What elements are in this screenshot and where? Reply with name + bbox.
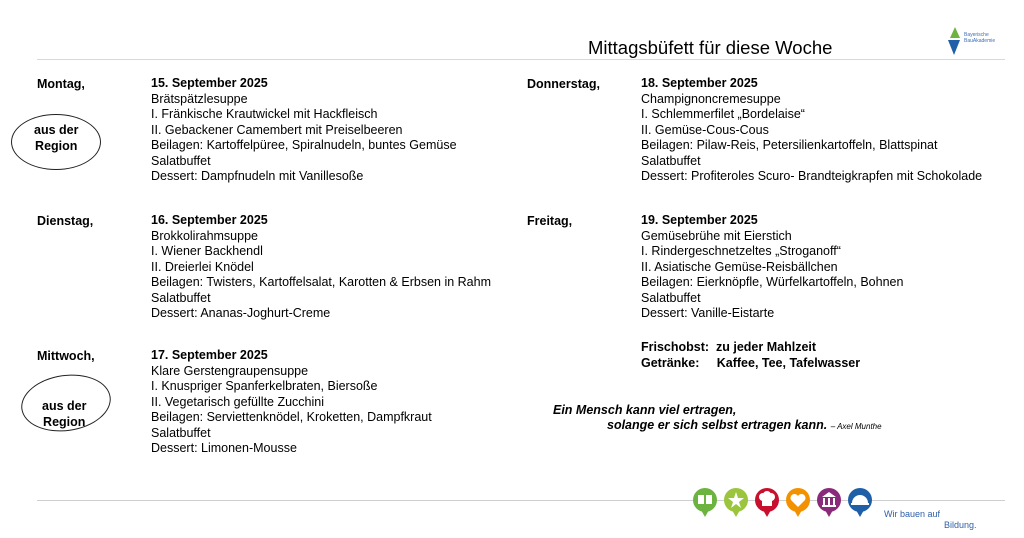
menu-dessert: Dessert: Dampfnudeln mit Vanillesoße [151, 169, 364, 183]
day-label-friday: Freitag, [527, 214, 573, 228]
quote-author: – Axel Munthe [830, 422, 882, 431]
menu-date: 17. September 2025 [151, 348, 268, 362]
menu-soup: Brätspätzlesuppe [151, 91, 248, 106]
menu-soup: Champignoncremesuppe [641, 91, 781, 106]
menu-block-wednesday [151, 348, 432, 457]
logo-text-line1: Bayerische [964, 32, 989, 38]
bauakademie-logo [946, 26, 1006, 58]
menu-block-friday [641, 213, 903, 322]
logo-text-line2: BauAkademie [964, 38, 996, 44]
menu-dish-1: I. Rindergeschnetzeltes „Stroganoff“ [641, 244, 841, 258]
logo-triangle-icon [946, 26, 964, 58]
menu-date: 18. September 2025 [641, 76, 758, 90]
region-label-wednesday: aus der Region [42, 399, 87, 429]
menu-salad: Salatbuffet [151, 425, 211, 440]
region-label-monday: aus der Region [34, 123, 79, 153]
building-bubble-icon [817, 488, 841, 517]
chef-hat-bubble-icon [755, 488, 779, 517]
menu-block-tuesday [151, 213, 491, 322]
menu-sides: Beilagen: Kartoffelpüree, Spiralnudeln, buntes Gemüse [151, 138, 457, 152]
extras-block [641, 340, 860, 371]
menu-block-thursday [641, 76, 982, 185]
menu-dish-1: I. Fränkische Krautwickel mit Hackfleisch [151, 107, 378, 121]
day-label-tuesday: Dienstag, [37, 214, 94, 228]
menu-soup: Brokkolirahmsuppe [151, 228, 258, 243]
menu-salad: Salatbuffet [151, 290, 211, 305]
menu-sides: Beilagen: Twisters, Kartoffelsalat, Karotten & Erbsen in Rahm [151, 275, 491, 289]
menu-date: 16. September 2025 [151, 213, 268, 227]
fruit-value: zu jeder Mahlzeit [716, 340, 817, 354]
menu-soup: Klare Gerstengraupensuppe [151, 363, 309, 378]
day-label-thursday: Donnerstag, [527, 77, 600, 91]
menu-block-monday [151, 76, 457, 185]
menu-dessert: Dessert: Profiteroles Scuro- Brandteigkrapfen mit Schokolade [641, 169, 983, 183]
menu-dish-1: I. Schlemmerfilet „Bordelaise“ [641, 107, 805, 121]
day-label-monday: Montag, [37, 77, 85, 91]
slogan [884, 509, 977, 531]
menu-dish-2: II. Gemüse-Cous-Cous [641, 122, 769, 137]
day-label-wednesday: Mittwoch, [37, 349, 95, 363]
footer-icons [690, 486, 890, 522]
helmet-bubble-icon [848, 488, 872, 517]
quote-line-1: Ein Mensch kann viel ertragen, [553, 403, 737, 417]
slogan-line-1: Wir bauen auf [884, 509, 941, 519]
menu-salad: Salatbuffet [641, 153, 701, 168]
menu-date: 15. September 2025 [151, 76, 268, 90]
menu-dish-2: II. Dreierlei Knödel [151, 259, 254, 274]
quote-text: solange er sich selbst ertragen kann. [607, 418, 828, 432]
menu-salad: Salatbuffet [641, 290, 701, 305]
menu-dessert: Dessert: Vanille-Eistarte [641, 306, 775, 320]
drinks-value: Kaffee, Tee, Tafelwasser [716, 355, 861, 370]
menu-dish-1: I. Wiener Backhendl [151, 244, 263, 258]
book-bubble-icon [693, 488, 717, 517]
fruit-label: Frischobst: [641, 340, 710, 354]
menu-dish-2: II. Gebackener Camembert mit Preiselbeeren [151, 122, 403, 137]
menu-dish-2: II. Vegetarisch gefüllte Zucchini [151, 394, 325, 409]
menu-sides: Beilagen: Serviettenknödel, Kroketten, Dampfkraut [151, 410, 432, 424]
drinks-label: Getränke: [641, 355, 700, 370]
menu-salad: Salatbuffet [151, 153, 211, 168]
menu-date: 19. September 2025 [641, 213, 758, 227]
header-divider [37, 59, 1005, 60]
menu-dessert: Dessert: Limonen-Mousse [151, 441, 297, 455]
menu-sides: Beilagen: Eierknöpfle, Würfelkartoffeln, Bohnen [641, 275, 904, 289]
heart-bubble-icon [786, 488, 810, 517]
menu-dish-2: II. Asiatische Gemüse-Reisbällchen [641, 259, 838, 274]
star-bubble-icon [724, 488, 748, 517]
fruit-row [641, 340, 860, 356]
menu-sides: Beilagen: Pilaw-Reis, Petersilienkartoffeln, Blattspinat [641, 138, 938, 152]
menu-dish-1: I. Knuspriger Spanferkelbraten, Biersoße [151, 379, 378, 393]
drinks-row [641, 356, 860, 372]
menu-soup: Gemüsebrühe mit Eierstich [641, 228, 792, 243]
slogan-line-2: Bildung. [944, 520, 977, 530]
page-title: Mittagsbüfett für diese Woche [588, 37, 833, 58]
menu-dessert: Dessert: Ananas-Joghurt-Creme [151, 306, 331, 320]
quote-line-2 [607, 418, 882, 435]
